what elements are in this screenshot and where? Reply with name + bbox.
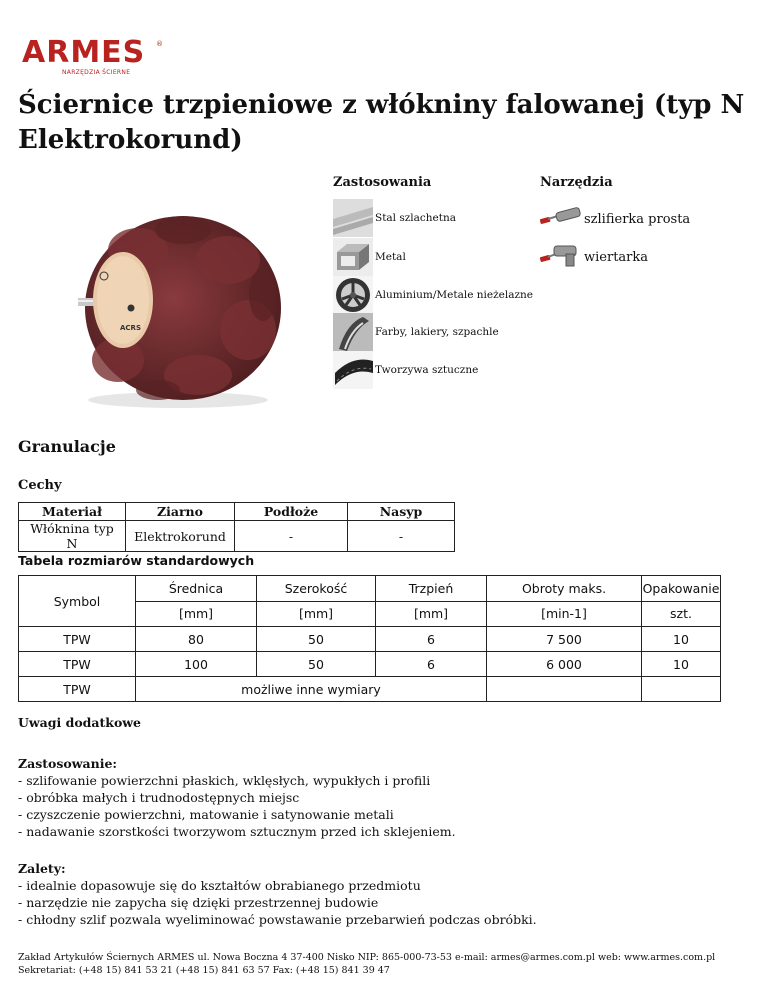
tool-label: wiertarka [584,249,649,265]
paint-icon [333,313,373,351]
tool-item-drill [540,244,648,270]
tools-heading: Narzędzia [540,175,613,190]
list-item: - chłodny szlif pozwala wyeliminować powstawanie przebarwień podczas obróbki. [18,912,537,927]
cechy-cell: Elektrokorund [126,521,235,552]
application-item-aluminium [333,276,533,314]
application-item-stainless [333,199,456,237]
cechy-header-cell: Podłoże [235,503,348,521]
table-row [19,652,721,677]
application-label: Aluminium/Metale nieżelazne [375,289,533,301]
cechy-header-cell: Materiał [19,503,126,521]
sizes-cell: 10 [642,652,721,677]
application-item-metal [333,238,406,276]
logo-registered-mark: ® [156,40,163,48]
sizes-header-cell: Szerokość [257,576,376,602]
product-label: ACRS [120,324,141,332]
cechy-table [18,502,455,552]
sizes-cell: TPW [19,627,136,652]
sizes-unit-cell: [mm] [136,601,257,627]
sizes-table [18,575,721,702]
sizes-cell: 6 [376,627,487,652]
cechy-heading: Cechy [18,478,62,493]
applications-heading: Zastosowania [333,175,432,190]
alloy-wheel-icon [333,276,373,314]
list-item: - idealnie dopasowuje się do kształtów obrabianego przedmiotu [18,878,421,893]
sizes-header-cell: Trzpień [376,576,487,602]
sizes-cell: 10 [642,627,721,652]
stainless-steel-icon [333,199,373,237]
advantages-heading: Zalety: [18,861,66,876]
footer-line: Zakład Artykułów Ściernych ARMES ul. Nowa Boczna 4 37-400 Nisko NIP: 865-000-73-53 e-mail: armes@armes.com.pl web: www.armes.com.pl [18,952,716,963]
sizes-unit-cell: [mm] [257,601,376,627]
tool-label: szlifierka prosta [584,211,691,227]
sizes-cell: TPW [19,677,136,702]
armes-logo [22,35,163,78]
sizes-cell: 100 [136,652,257,677]
product-image [18,190,318,410]
sizes-header-cell: Obroty maks. [487,576,642,602]
sizes-cell: 6 000 [487,652,642,677]
sizes-unit-cell: [mm] [376,601,487,627]
notes-heading: Uwagi dodatkowe [18,715,142,730]
sizes-header-cell: Opakowanie [642,576,721,602]
footer [18,951,715,977]
sizes-cell-empty [487,677,642,702]
sizes-cell: 6 [376,652,487,677]
application-label: Metal [375,251,406,263]
tool-item-grinder [540,206,690,232]
drill-icon [540,242,582,272]
list-item: - szlifowanie powierzchni płaskich, wklęsłych, wypukłych i profili [18,773,431,788]
cechy-cell: - [348,521,455,552]
sizes-cell: 80 [136,627,257,652]
cechy-header-cell: Nasyp [348,503,455,521]
sizes-unit-cell: [min-1] [487,601,642,627]
sizes-cell: TPW [19,652,136,677]
list-item: - obróbka małych i trudnodostępnych miejsc [18,790,300,805]
cechy-cell: Włóknina typ N [19,521,126,552]
cechy-cell: - [235,521,348,552]
application-item-plastic [333,351,478,389]
list-item: - nadawanie szorstkości tworzywom sztucznym przed ich sklejeniem. [18,824,456,839]
sizes-unit-cell: szt. [642,601,721,627]
page-title: Ściernice trzpieniowe z włókniny falowanej (typ N Elektrokorund) [18,90,745,155]
application-label: Farby, lakiery, szpachle [375,326,499,338]
sizes-header-cell: Średnica [136,576,257,602]
logo-brand: ARMES [22,35,146,70]
list-item: - narzędzie nie zapycha się dzięki przestrzennej budowie [18,895,379,910]
usage-heading: Zastosowanie: [18,756,118,771]
application-item-paints [333,313,499,351]
granulacje-heading: Granulacje [18,437,116,456]
sizes-cell-empty [642,677,721,702]
plastic-icon [333,351,373,389]
sizes-note-cell: możliwe inne wymiary [136,677,487,702]
usage-section [18,755,456,840]
list-item: - czyszczenie powierzchni, matowanie i satynowanie metali [18,807,394,822]
sizes-heading: Tabela rozmiarów standardowych [18,553,255,568]
sizes-cell: 50 [257,627,376,652]
logo-tagline: NARZĘDZIA ŚCIERNE [62,69,131,76]
straight-grinder-icon [540,206,582,232]
sizes-symbol-header: Symbol [19,576,136,627]
advantages-section [18,860,537,928]
table-row [19,627,721,652]
sizes-cell: 50 [257,652,376,677]
cechy-header-cell: Ziarno [126,503,235,521]
metal-profile-icon [333,238,373,276]
sizes-cell: 7 500 [487,627,642,652]
application-label: Tworzywa sztuczne [375,364,479,376]
application-label: Stal szlachetna [375,212,457,224]
footer-line: Sekretariat: (+48 15) 841 53 21 (+48 15) 841 63 57 Fax: (+48 15) 841 39 47 [18,965,390,976]
table-row [19,677,721,702]
